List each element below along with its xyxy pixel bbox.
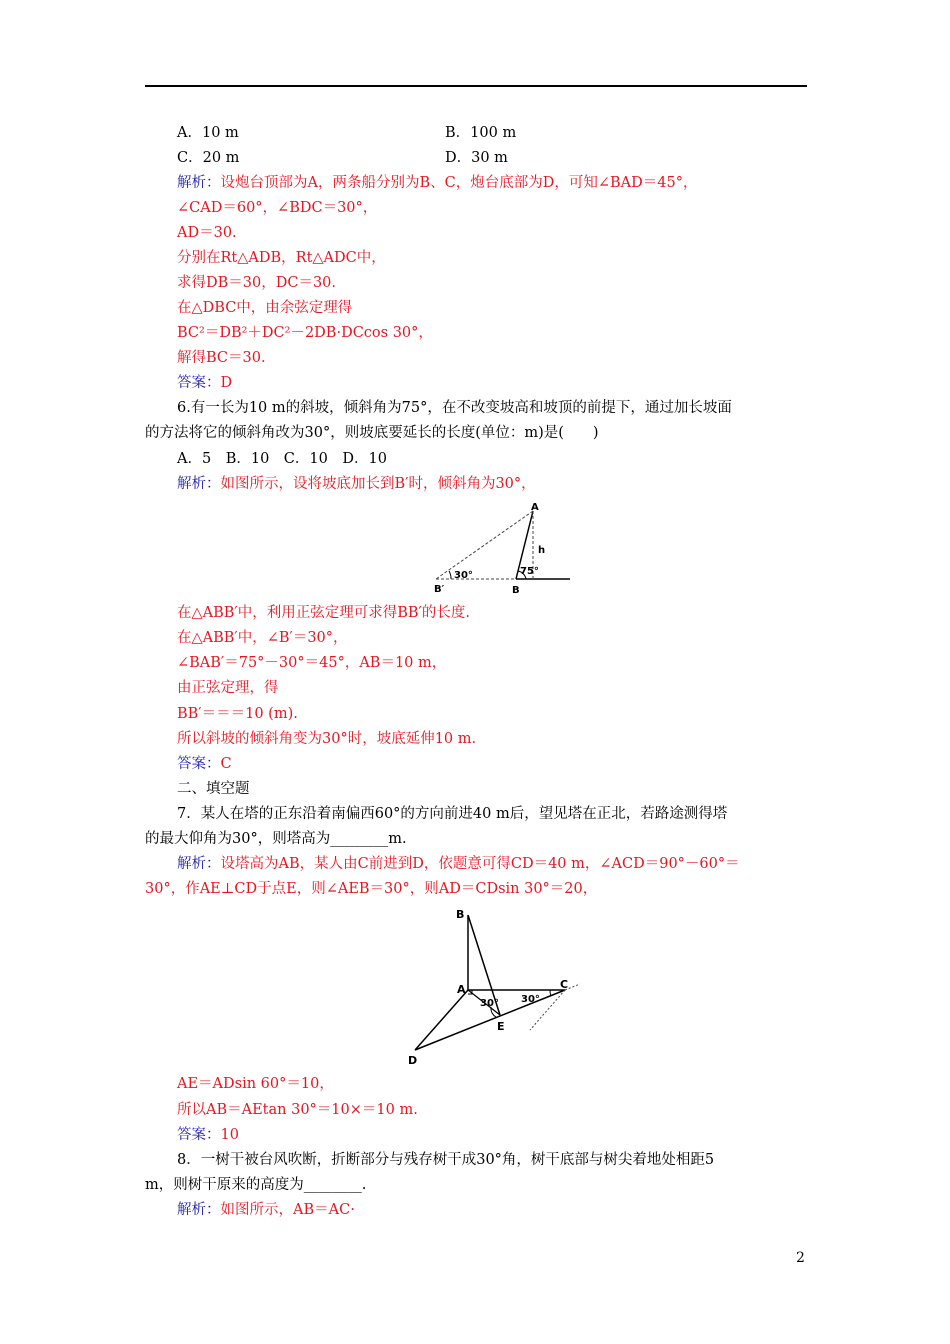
option-c: C．20 m [177, 150, 240, 166]
label-C7: C [560, 978, 569, 991]
solution-6-line-3: 在△ABB′中，∠B′＝30°， [177, 630, 348, 646]
label-B7: B [456, 908, 465, 921]
solution-6-line-2: 在△ABB′中，利用正弦定理可求得BB′的长度. [177, 605, 470, 621]
solution-7-line-4: 所以AB＝AEtan 30°＝10×＝10 m. [177, 1102, 418, 1118]
solution-5-line-7: BC²＝DB²＋DC²－2DB·DCcos 30°， [177, 325, 433, 341]
question-6-line-2: 的方法将它的倾斜角改为30°，则坡底要延长的长度(单位：m)是( ) [145, 425, 599, 441]
solution-5-line-2: ∠CAD＝60°，∠BDC＝30°， [177, 200, 378, 216]
answer-6: 答案：C [177, 756, 232, 772]
solution-5-line-4: 分别在Rt△ADB，Rt△ADC中， [177, 250, 386, 266]
solution-7-line-1: 解析：设塔高为AB，某人由C前进到D，依题意可得CD＝40 m，∠ACD＝90°－60°＝ [177, 856, 740, 872]
label-E7: E [497, 1020, 505, 1033]
label-30deg: 30° [454, 570, 473, 581]
solution-6-line-6: BB′＝＝＝10 (m). [177, 706, 298, 722]
solution-5-line-6: 在△DBC中，由余弦定理得 [177, 300, 353, 316]
solution-label: 解析： [177, 175, 221, 191]
solution-6-line-1: 解析：如图所示，设将坡底加长到B′时，倾斜角为30°， [177, 476, 536, 492]
question-8-line-1: 8．一树干被台风吹断，折断部分与残存树干成30°角，树干底部与树尖着地处相距5 [177, 1152, 715, 1168]
section-title: 二、填空题 [177, 781, 250, 797]
option-d: D．30 m [445, 150, 508, 166]
solution-5-line-8: 解得BC＝30. [177, 350, 266, 366]
solution-7-line-3: AE＝ADsin 60°＝10， [177, 1076, 334, 1092]
label-A: A [531, 502, 539, 513]
solution-6-line-5: 由正弦定理，得 [177, 680, 279, 696]
label-D7: D [408, 1054, 418, 1067]
label-B: B [512, 585, 520, 596]
solution-7-line-2: 30°，作AE⊥CD于点E，则∠AEB＝30°，则AD＝CDsin 30°＝20， [145, 881, 598, 897]
solution-6-line-4: ∠BAB′＝75°－30°＝45°，AB＝10 m， [177, 655, 447, 671]
option-a: A．10 m [177, 125, 239, 141]
solution-6-line-7: 所以斜坡的倾斜角变为30°时，坡底延伸10 m. [177, 731, 477, 747]
label-A7: A [457, 983, 466, 996]
question-7-line-2: 的最大仰角为30°，则塔高为________m. [145, 831, 407, 847]
question-7-line-1: 7．某人在塔的正东沿着南偏西60°的方向前进40 m后，望见塔在正北，若路途测得塔 [177, 806, 728, 822]
label-Bprime: B′ [434, 584, 445, 595]
label-h: h [538, 545, 546, 556]
label-75deg: 75° [520, 566, 539, 577]
label-angle-C: 30° [521, 994, 540, 1005]
answer-5: 答案：D [177, 375, 233, 391]
solution-5-line-3: AD＝30. [177, 225, 237, 241]
question-8-line-2: m，则树干原来的高度为________. [145, 1177, 367, 1193]
solution-5-line-1: 解析：设炮台顶部为A，两条船分别为B、C，炮台底部为D，可知∠BAD＝45°， [177, 175, 698, 191]
header-rule [145, 85, 807, 87]
option-b: B．100 m [445, 125, 517, 141]
slope-figure [428, 500, 588, 600]
tower-figure [400, 905, 590, 1070]
solution-8-line-1: 解析：如图所示，AB＝AC· [177, 1202, 355, 1218]
answer-7: 答案：10 [177, 1127, 239, 1143]
page-number: 2 [796, 1250, 805, 1266]
label-angle-E: 30° [480, 998, 499, 1009]
solution-5-line-5: 求得DB＝30，DC＝30. [177, 275, 337, 291]
question-6-line-1: 6.有一长为10 m的斜坡，倾斜角为75°，在不改变坡高和坡顶的前提下，通过加长坡面 [177, 400, 732, 416]
question-6-options: A．5 B．10 C．10 D．10 [177, 451, 387, 467]
